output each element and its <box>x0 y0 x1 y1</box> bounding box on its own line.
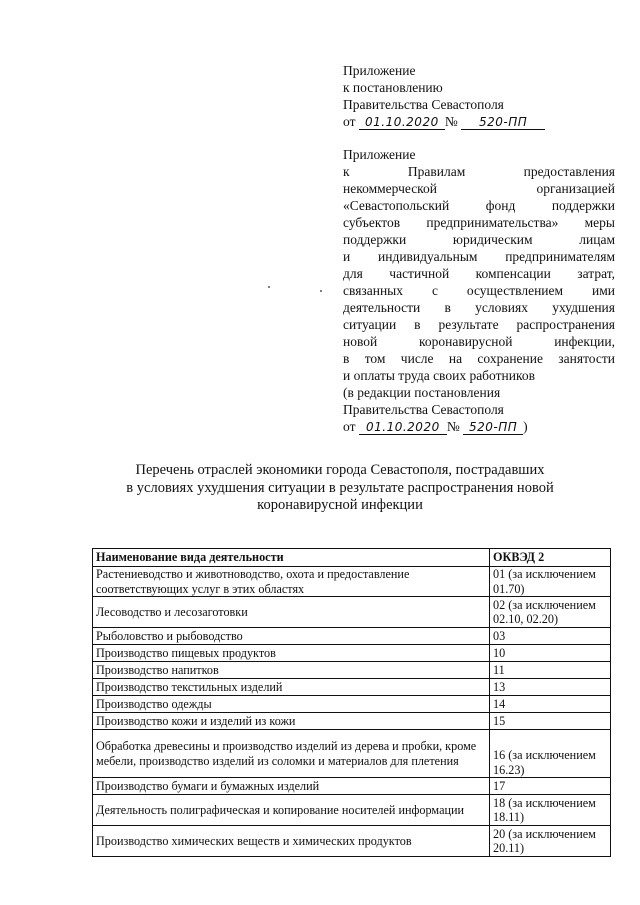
okved-cell: 17 <box>490 778 611 795</box>
table-row <box>93 628 611 645</box>
annex1-date: 01.10.2020 <box>359 115 445 130</box>
annex2-from: от <box>343 419 356 434</box>
activity-cell: Обработка древесины и производство изделий из дерева и пробки, кроме мебели, производство изделий из соломки и материалов для плетения <box>93 730 490 778</box>
annex2-edition2: Правительства Севастополя <box>343 402 504 417</box>
annex1-line3: Правительства Севастополя <box>343 97 504 112</box>
annex2-line: новой коронавирусной инфекции, <box>343 334 615 349</box>
table-row <box>93 795 611 826</box>
okved-cell: 02 (за исключением 02.10, 02.20) <box>490 597 611 628</box>
table-row <box>93 567 611 597</box>
okved-cell: 13 <box>490 679 611 696</box>
annex2-number: 520-ПП <box>463 420 523 435</box>
activity-cell: Производство текстильных изделий <box>93 679 490 696</box>
activity-cell: Производство бумаги и бумажных изделий <box>93 778 490 795</box>
header-activity: Наименование вида деятельности <box>93 549 490 567</box>
annex2-last-line: и оплаты труда своих работников <box>343 368 535 383</box>
annex2-line: ситуации в результате распространения <box>343 317 615 332</box>
annex2-edition1: (в редакции постановления <box>343 385 501 400</box>
annex1-from: от <box>343 114 356 129</box>
annex2-no: № <box>446 419 460 434</box>
activity-cell: Деятельность полиграфическая и копирование носителей информации <box>93 795 490 826</box>
activity-cell: Производство химических веществ и химических продуктов <box>93 826 490 857</box>
annex2-date: 01.10.2020 <box>359 420 447 435</box>
table-header-row <box>93 549 611 567</box>
activity-cell: Производство напитков <box>93 662 490 679</box>
title-line1: Перечень отраслей экономики города Севастополя, пострадавших <box>135 462 545 478</box>
okved-cell: 01 (за исключением 01.70) <box>490 567 611 597</box>
scan-speck <box>268 286 270 288</box>
table-row <box>93 645 611 662</box>
table-row <box>93 730 611 778</box>
annex2-line: для частичной компенсации затрат, <box>343 266 615 281</box>
activity-cell: Производство одежды <box>93 696 490 713</box>
annex2-line: к Правилам предоставления <box>343 164 615 179</box>
annex1-number: 520-ПП <box>461 115 545 130</box>
table-row <box>93 597 611 628</box>
annex-header <box>343 62 615 435</box>
table-row <box>93 679 611 696</box>
annex2-line: деятельности в условиях ухудшения <box>343 300 615 315</box>
okved-cell: 14 <box>490 696 611 713</box>
activity-cell: Лесоводство и лесозаготовки <box>93 597 490 628</box>
table-row <box>93 826 611 857</box>
table-row <box>93 662 611 679</box>
okved-cell: 03 <box>490 628 611 645</box>
okved-cell: 11 <box>490 662 611 679</box>
annex2-line: связанных с осуществлением ими <box>343 283 615 298</box>
table-row <box>93 713 611 730</box>
scan-speck <box>320 290 322 292</box>
annex2-date-line <box>343 418 615 435</box>
annex2-line: некоммерческой организацией <box>343 181 615 196</box>
okved-cell: 20 (за исключением 20.11) <box>490 826 611 857</box>
annex2-line: «Севастопольский фонд поддержки <box>343 198 615 213</box>
annex2-body <box>343 163 615 384</box>
table-row <box>93 778 611 795</box>
okved-cell: 10 <box>490 645 611 662</box>
activity-cell: Производство кожи и изделий из кожи <box>93 713 490 730</box>
activity-cell: Рыболовство и рыбоводство <box>93 628 490 645</box>
title-line3: коронавирусной инфекции <box>257 497 423 513</box>
document-title <box>40 462 640 515</box>
annex2-line: в том числе на сохранение занятости <box>343 351 615 366</box>
activity-cell: Растениеводство и животноводство, охота и предоставление соответствующих услуг в этих областях <box>93 567 490 597</box>
annex2-close: ) <box>523 419 528 434</box>
annex2-title: Приложение <box>343 147 416 162</box>
okved-cell: 16 (за исключением 16.23) <box>490 730 611 778</box>
annex2-line: и индивидуальным предпринимателям <box>343 249 615 264</box>
title-line2: в условиях ухудшения ситуации в результате распространения новой <box>126 479 554 496</box>
header-okved: ОКВЭД 2 <box>490 549 611 567</box>
industries-table <box>92 548 611 857</box>
annex1-date-line <box>343 113 615 130</box>
activity-cell: Производство пищевых продуктов <box>93 645 490 662</box>
okved-cell: 18 (за исключением 18.11) <box>490 795 611 826</box>
annex1-no: № <box>444 114 458 129</box>
annex2-line: поддержки юридическим лицам <box>343 232 615 247</box>
table-row <box>93 696 611 713</box>
annex2-line: субъектов предпринимательства» меры <box>343 215 615 230</box>
annex1-line1: Приложение <box>343 63 416 78</box>
okved-cell: 15 <box>490 713 611 730</box>
annex1-line2: к постановлению <box>343 80 443 95</box>
